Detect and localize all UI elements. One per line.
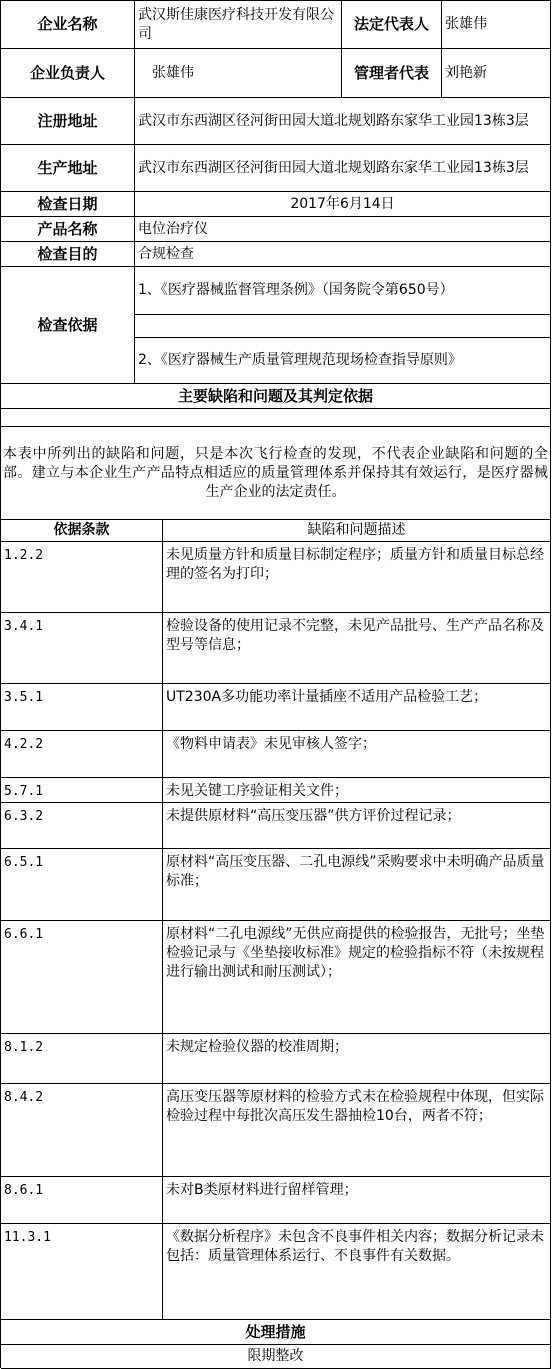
- defect-description: 未见质量方针和质量目标制定程序；质量方针和质量目标总经理的签名为打印；: [163, 542, 551, 613]
- inspection-basis-item: 2、《医疗器械生产质量管理规范现场检查指导原则》: [135, 338, 551, 384]
- defect-description: 未对B类原材料进行留样管理；: [163, 1177, 551, 1224]
- defects-section-title: 主要缺陷和问题及其判定依据: [1, 384, 551, 409]
- defect-description: 原材料“高压变压器、二孔电源线”采购要求中未明确产品质量标准；: [163, 849, 551, 921]
- disclaimer-note: 本表中所列出的缺陷和问题，只是本次飞行检查的发现，不代表企业缺陷和问题的全部。建立与本企业生产产品特点相适应的质量管理体系并保持其有效运行，是医疗器械生产企业的法定责任。: [1, 427, 551, 520]
- company-name-value: 武汉斯佳康医疗科技开发有限公司: [135, 1, 342, 49]
- defect-description: 《物料申请表》未见审核人签字；: [163, 731, 551, 778]
- defect-clause: 6.3.2: [1, 803, 163, 849]
- product-name-label: 产品名称: [1, 217, 135, 242]
- company-head-label: 企业负责人: [1, 49, 135, 98]
- company-head-value: 张雄伟: [135, 49, 342, 98]
- prod-address-label: 生产地址: [1, 145, 135, 192]
- defect-description: 高压变压器等原材料的检验方式未在检验规程中体现，但实际检验过程中每批次高压发生器抽检10台，两者不符；: [163, 1084, 551, 1177]
- col-header-description: 缺陷和问题描述: [163, 520, 551, 542]
- company-name-label: 企业名称: [1, 1, 135, 49]
- defect-clause: 5.7.1: [1, 778, 163, 803]
- defect-clause: 6.5.1: [1, 849, 163, 921]
- legal-rep-label: 法定代表人: [342, 1, 442, 49]
- inspection-purpose-value: 合规检查: [135, 242, 551, 267]
- defect-description: 《数据分析程序》未包含不良事件相关内容；数据分析记录未包括：质量管理体系运行、不良事件有关数据。: [163, 1224, 551, 1320]
- defect-clause: 8.1.2: [1, 1034, 163, 1084]
- defect-clause: 3.5.1: [1, 684, 163, 731]
- defect-clause: 3.4.1: [1, 613, 163, 684]
- blank-row: [1, 409, 551, 427]
- prod-address-value: 武汉市东西湖区径河街田园大道北规划路东家华工业园13栋3层: [135, 145, 551, 192]
- inspection-purpose-label: 检查目的: [1, 242, 135, 267]
- defect-description: 未规定检验仪器的校准周期；: [163, 1034, 551, 1084]
- defect-clause: 8.4.2: [1, 1084, 163, 1177]
- defect-clause: 1.2.2: [1, 542, 163, 613]
- mgmt-rep-label: 管理者代表: [342, 49, 442, 98]
- defect-description: 未提供原材料“高压变压器”供方评价过程记录；: [163, 803, 551, 849]
- legal-rep-value: 张雄伟: [442, 1, 551, 49]
- defect-description: 原材料“二孔电源线”无供应商提供的检验报告，无批号；坐垫检验记录与《坐垫接收标准》规定的检验指标不符（未按规程进行输出测试和耐压测试）；: [163, 921, 551, 1034]
- inspection-date-value: 2017年6月14日: [135, 192, 551, 217]
- product-name-value: 电位治疗仪: [135, 217, 551, 242]
- mgmt-rep-value: 刘艳新: [442, 49, 551, 98]
- measures-title: 处理措施: [1, 1320, 551, 1345]
- reg-address-value: 武汉市东西湖区径河街田园大道北规划路东家华工业园13栋3层: [135, 98, 551, 145]
- defect-clause: 8.6.1: [1, 1177, 163, 1224]
- measures-value: 限期整改: [1, 1345, 551, 1369]
- reg-address-label: 注册地址: [1, 98, 135, 145]
- defect-clause: 6.6.1: [1, 921, 163, 1034]
- defect-clause: 4.2.2: [1, 731, 163, 778]
- defect-description: 未见关键工序验证相关文件；: [163, 778, 551, 803]
- defect-description: UT230A多功能功率计量插座不适用产品检验工艺；: [163, 684, 551, 731]
- col-header-clause: 依据条款: [1, 520, 163, 542]
- inspection-basis-label: 检查依据: [1, 267, 135, 384]
- defect-description: 检验设备的使用记录不完整，未见产品批号、生产产品名称及型号等信息；: [163, 613, 551, 684]
- inspection-basis-item: [135, 315, 551, 338]
- inspection-date-label: 检查日期: [1, 192, 135, 217]
- inspection-basis-item: 1、《医疗器械监督管理条例》（国务院令第650号）: [135, 267, 551, 315]
- defect-clause: 11.3.1: [1, 1224, 163, 1320]
